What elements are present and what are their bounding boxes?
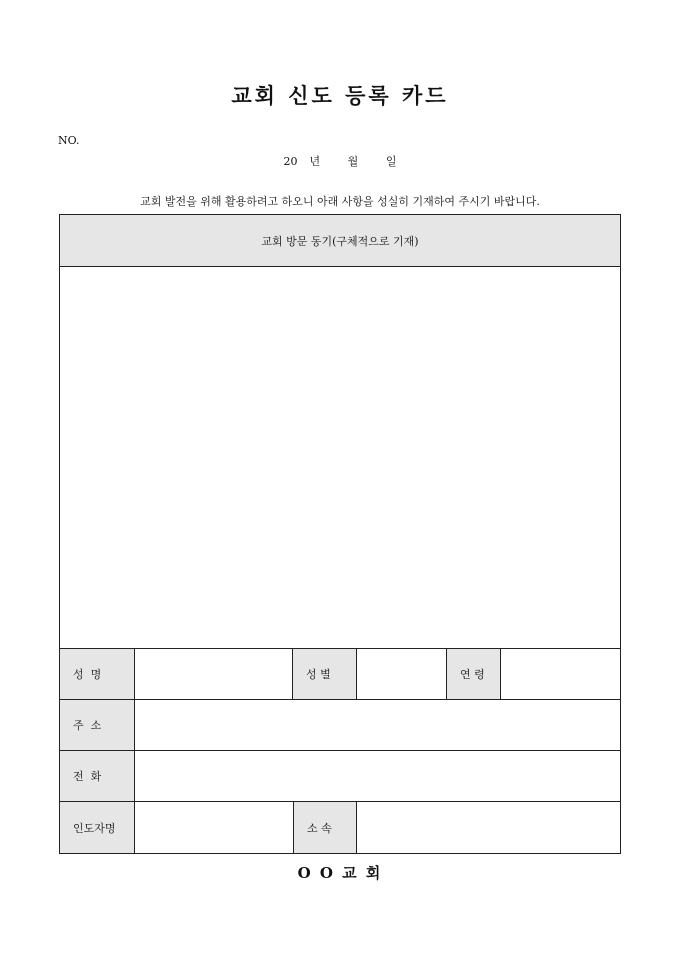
address-label-text: 주 소: [73, 719, 102, 732]
address-label: [60, 700, 134, 750]
date-month: 월: [347, 155, 359, 168]
date-day: 일: [385, 155, 397, 168]
age-field[interactable]: [501, 649, 620, 699]
affiliation-label-text: 소 속: [307, 821, 332, 835]
phone-field[interactable]: [135, 751, 620, 801]
address-field[interactable]: [135, 700, 620, 750]
registration-form: [59, 214, 621, 854]
phone-label-text: 전 화: [73, 770, 102, 783]
name-label: [60, 649, 134, 699]
guide-label: [60, 802, 134, 853]
page-title: 교회 신도 등록 카드: [231, 83, 449, 108]
name-field[interactable]: [135, 649, 292, 699]
phone-label: [60, 751, 134, 801]
gender-field[interactable]: [357, 649, 446, 699]
church-name: O O 교 회: [297, 864, 383, 882]
guide-label-text: 인도자명: [73, 821, 116, 835]
age-label: [447, 649, 500, 699]
date-year: 년: [309, 155, 321, 168]
visit-reason-header: 교회 방문 동기(구체적으로 기재): [60, 215, 620, 267]
visit-reason-field[interactable]: [60, 267, 620, 648]
date-prefix: 20: [283, 155, 298, 168]
gender-label-text: 성 별: [306, 668, 331, 681]
gender-label: [293, 649, 356, 699]
number-label: NO.: [58, 134, 80, 147]
date-line: [0, 153, 680, 169]
age-label-text: 연 령: [460, 668, 485, 681]
name-label-text: 성 명: [73, 668, 102, 681]
guide-field[interactable]: [135, 802, 293, 853]
intro-text: 교회 발전을 위해 활용하려고 하오니 아래 사항을 성실히 기재하여 주시기 바랍니다.: [140, 195, 540, 208]
affiliation-field[interactable]: [357, 802, 620, 853]
affiliation-label: [294, 802, 356, 853]
